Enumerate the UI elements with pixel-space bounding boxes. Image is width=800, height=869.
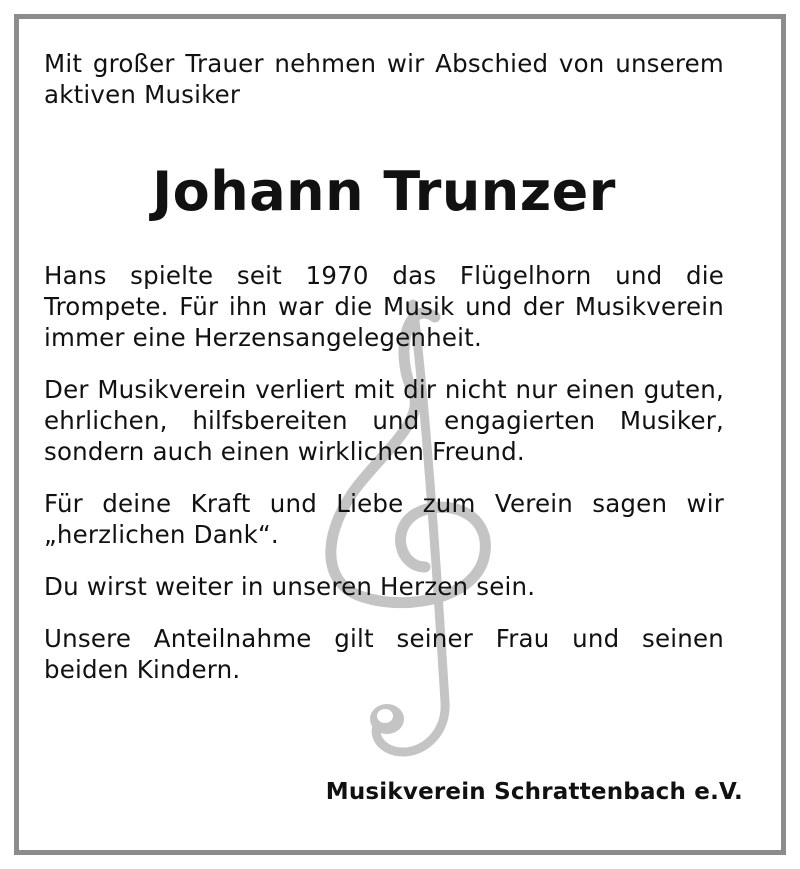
intro-text: Mit großer Trauer nehmen wir Abschied von unserem aktiven Musiker bbox=[44, 49, 724, 109]
notice-content bbox=[44, 48, 724, 685]
paragraph-thanks: Für deine Kraft und Liebe zum Verein sagen wir „herzlichen Dank“. bbox=[44, 489, 724, 549]
paragraph-remembrance: Du wirst weiter in unseren Herzen sein. bbox=[44, 572, 536, 601]
paragraph-biography: Hans spielte seit 1970 das Flügelhorn und die Trompete. Für ihn war die Musik und der Musikverein immer eine Herzensangelegenheit. bbox=[44, 261, 724, 352]
deceased-name: Johann Trunzer bbox=[152, 160, 616, 223]
signature: Musikverein Schrattenbach e.V. bbox=[325, 779, 743, 805]
paragraph-condolence: Unsere Anteilnahme gilt seiner Frau und seinen beiden Kindern. bbox=[44, 624, 724, 684]
paragraph-tribute: Der Musikverein verliert mit dir nicht nur einen guten, ehrlichen, hilfsbereiten und engagierten Musiker, sondern auch einen wirklichen Freund. bbox=[44, 375, 724, 466]
